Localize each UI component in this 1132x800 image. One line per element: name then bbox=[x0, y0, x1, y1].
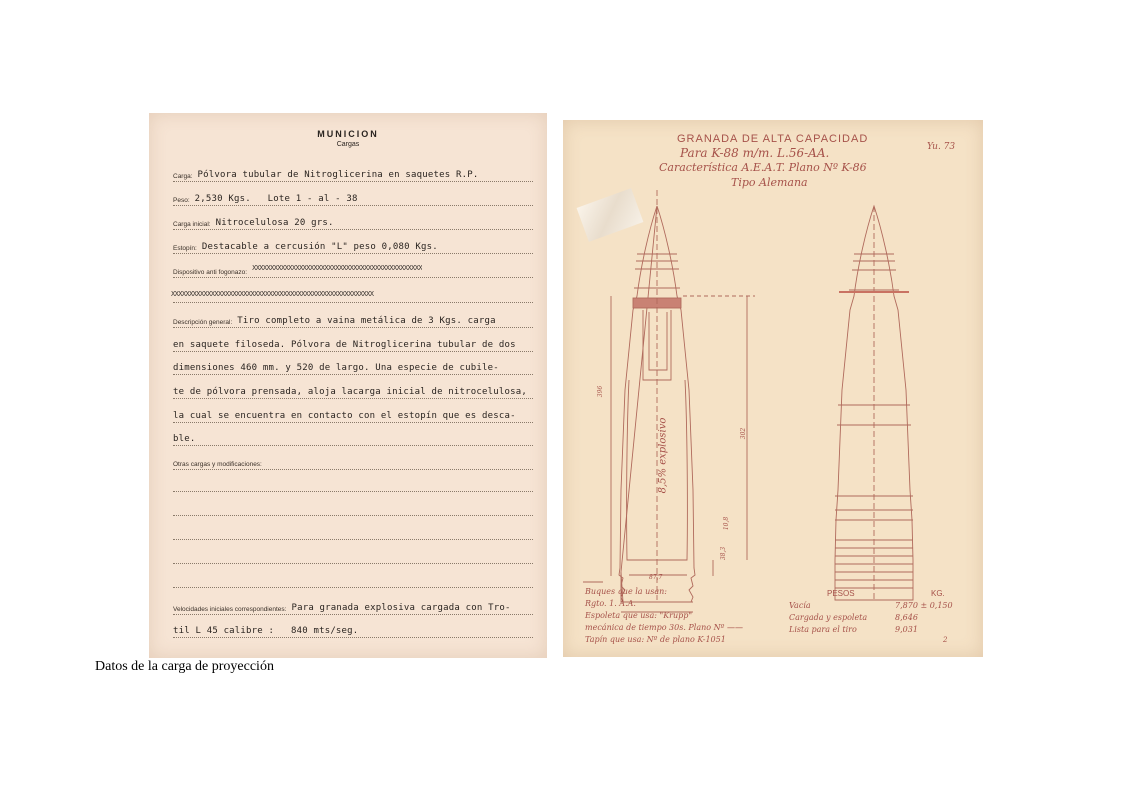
peso-row-value: 8,646 bbox=[895, 613, 918, 622]
peso-row-label: Cargada y espoleta bbox=[789, 613, 868, 622]
small-mark: 2 bbox=[943, 636, 948, 644]
buques-line: Tapín que usa: Nº de plano K-1051 bbox=[585, 635, 726, 644]
peso-row-label: Vacía bbox=[789, 601, 811, 610]
dispositivo-row bbox=[173, 263, 422, 276]
struck-text: XXXXXXXXXXXXXXXXXXXXXXXXXXXXXXXXXXXXXXXXXXXXXXXXXXXXXXXX bbox=[171, 290, 374, 298]
corner-mark: Yu. 73 bbox=[927, 142, 956, 152]
dim-38: 38,3 bbox=[720, 546, 728, 561]
velocidades-label: Velocidades iniciales correspondientes: bbox=[173, 606, 287, 613]
peso-value: 2,530 Kgs. Lote 1 - al - 38 bbox=[194, 194, 358, 204]
drawing-title-1: GRANADA DE ALTA CAPACIDAD bbox=[677, 133, 869, 145]
dim-10: 10,8 bbox=[723, 516, 731, 531]
peso-row-label: Lista para el tiro bbox=[789, 625, 857, 634]
explosive-fill-label: 8,5% explosivo bbox=[657, 417, 669, 494]
descripcion-row bbox=[173, 313, 496, 326]
otras-row bbox=[173, 455, 267, 468]
dotted-rule bbox=[173, 351, 533, 352]
dotted-rule bbox=[173, 445, 533, 446]
otras-label: Otras cargas y modificaciones: bbox=[173, 461, 262, 468]
municion-card bbox=[149, 113, 547, 658]
dotted-rule bbox=[173, 515, 533, 516]
card-subtitle: Cargas bbox=[336, 141, 360, 148]
buques-heading: Buques que la usan: bbox=[585, 587, 667, 596]
descripcion-line: dimensiones 460 mm. y 520 de largo. Una especie de cubile- bbox=[173, 363, 499, 373]
velocidades-row bbox=[173, 600, 511, 613]
card-title: MUNICION bbox=[317, 129, 379, 139]
estopin-label: Estopín: bbox=[173, 245, 197, 252]
dotted-rule bbox=[173, 587, 533, 588]
drawing-title-4: Tipo Alemana bbox=[731, 176, 808, 189]
dotted-rule bbox=[173, 614, 533, 615]
drawing-title-3: Característica A.E.A.T. Plano Nº K-86 bbox=[659, 161, 867, 174]
dotted-rule bbox=[173, 327, 533, 328]
carga-inicial-value: Nitrocelulosa 20 grs. bbox=[215, 218, 334, 228]
dim-396: 396 bbox=[597, 385, 605, 398]
descripcion-line: la cual se encuentra en contacto con el estopín que es desca- bbox=[173, 411, 516, 421]
dotted-rule bbox=[173, 422, 533, 423]
estopin-row bbox=[173, 239, 438, 252]
dotted-rule bbox=[173, 181, 533, 182]
buques-line: mecánica de tiempo 30s. Plano Nº —— bbox=[585, 623, 743, 632]
dispositivo-label: Dispositivo anti fogonazo: bbox=[173, 269, 248, 276]
descripcion-line: Tiro completo a vaina metálica de 3 Kgs. carga bbox=[237, 316, 496, 326]
descripcion-line: en saquete filoseda. Pólvora de Nitroglicerina tubular de dos bbox=[173, 340, 516, 350]
dotted-rule bbox=[173, 205, 533, 206]
pesos-heading: PESOS bbox=[827, 589, 855, 598]
dotted-rule bbox=[173, 539, 533, 540]
dotted-rule bbox=[173, 398, 533, 399]
dotted-rule bbox=[173, 374, 533, 375]
kg-heading: KG. bbox=[931, 589, 945, 598]
descripcion-row bbox=[173, 360, 499, 373]
peso-label: Peso: bbox=[173, 197, 190, 204]
dotted-rule bbox=[173, 253, 533, 254]
dotted-rule bbox=[173, 637, 533, 638]
carga-inicial-label: Carga inicial: bbox=[173, 221, 211, 228]
carga-label: Carga: bbox=[173, 173, 193, 180]
carga-row bbox=[173, 167, 478, 180]
figure-caption: Datos de la carga de proyección bbox=[95, 659, 274, 674]
carga-inicial-row bbox=[173, 215, 334, 228]
descripcion-row bbox=[173, 431, 195, 444]
dotted-rule bbox=[173, 229, 533, 230]
buques-line: Espoleta que usa: "Krupp" bbox=[585, 611, 693, 620]
dim-87: 87,7 bbox=[649, 574, 663, 581]
descripcion-line: ble. bbox=[173, 434, 196, 444]
descripcion-label: Descripción general: bbox=[173, 319, 233, 326]
dotted-rule bbox=[173, 563, 533, 564]
descripcion-line: te de pólvora prensada, aloja lacarga inicial de nitrocelulosa, bbox=[173, 387, 527, 397]
dotted-rule bbox=[173, 302, 533, 303]
velocidades-row-2 bbox=[173, 623, 358, 636]
dotted-rule bbox=[173, 469, 533, 470]
carga-value: Pólvora tubular de Nitroglicerina en saquetes R.P. bbox=[197, 170, 479, 180]
shell-drawing-sheet bbox=[563, 120, 983, 657]
descripcion-row bbox=[173, 337, 516, 350]
descripcion-row bbox=[173, 408, 516, 421]
descripcion-row bbox=[173, 384, 527, 397]
peso-row bbox=[173, 191, 358, 204]
shell-cross-section bbox=[563, 120, 983, 657]
buques-line: Rgto. 1. A.A. bbox=[585, 599, 636, 608]
dotted-rule bbox=[173, 277, 533, 278]
velocidades-value: Para granada explosiva cargada con Tro- bbox=[291, 603, 511, 613]
dim-302: 302 bbox=[740, 427, 748, 440]
velocidades-value-2: til L 45 calibre : 840 mts/seg. bbox=[173, 626, 359, 636]
peso-row-value: 9,031 bbox=[895, 625, 918, 634]
struck-text: XXXXXXXXXXXXXXXXXXXXXXXXXXXXXXXXXXXXXXXXXXXXXXX bbox=[252, 264, 422, 272]
dotted-rule bbox=[173, 491, 533, 492]
drawing-title-2: Para K-88 m/m. L.56-AA. bbox=[680, 146, 830, 160]
peso-row-value: 7,870 ± 0,150 bbox=[895, 601, 953, 610]
estopin-value: Destacable a cercusión "L" peso 0,080 Kgs. bbox=[201, 242, 438, 252]
